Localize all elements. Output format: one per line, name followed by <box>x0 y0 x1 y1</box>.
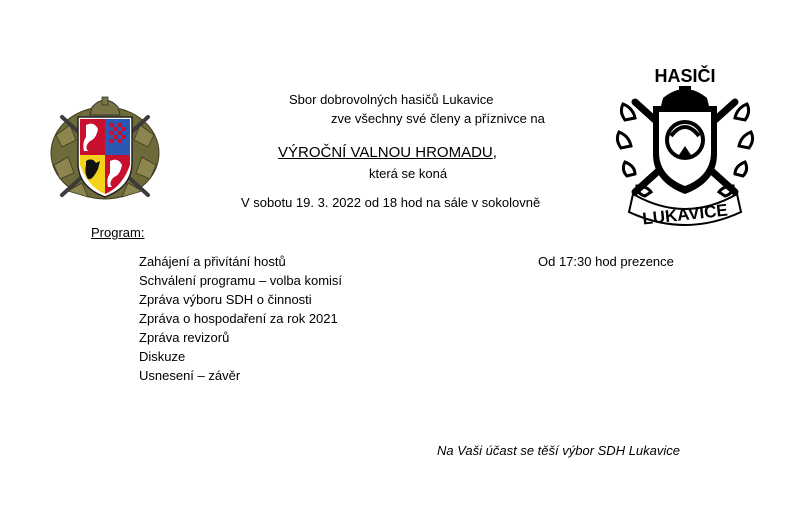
emblem-bottom-text: LUKAVICE <box>641 200 729 229</box>
program-item: Usnesení – závěr <box>139 368 241 383</box>
emblem-top-text: HASIČI <box>654 66 716 86</box>
event-title <box>278 144 497 161</box>
event-date-line: V sobotu 19. 3. 2022 od 18 hod na sále v sokolovně <box>241 195 541 210</box>
invitation-line: zve všechny své členy a příznivce na <box>331 111 545 126</box>
organizer-line: Sbor dobrovolných hasičů Lukavice <box>289 92 494 107</box>
program-label: Program: <box>91 225 145 240</box>
program-item: Zpráva o hospodaření za rok 2021 <box>139 311 338 326</box>
registration-note: Od 17:30 hod prezence <box>538 254 674 269</box>
program-item: Zpráva výboru SDH o činnosti <box>139 292 312 307</box>
program-item: Zpráva revizorů <box>139 330 230 345</box>
closing-line: Na Vaši účast se těší výbor SDH Lukavice <box>437 443 681 458</box>
program-item: Diskuze <box>139 349 186 364</box>
hasici-lukavice-emblem-icon <box>615 62 755 230</box>
program-item: Zahájení a přivítání hostů <box>139 254 286 269</box>
program-item: Schválení programu – volba komisí <box>139 273 343 288</box>
event-title-text: VÝROČNÍ VALNOU HROMADU <box>278 144 493 161</box>
firefighter-coat-of-arms-icon <box>48 95 162 205</box>
event-subtitle: která se koná <box>369 166 448 181</box>
event-title-comma: , <box>492 144 497 161</box>
